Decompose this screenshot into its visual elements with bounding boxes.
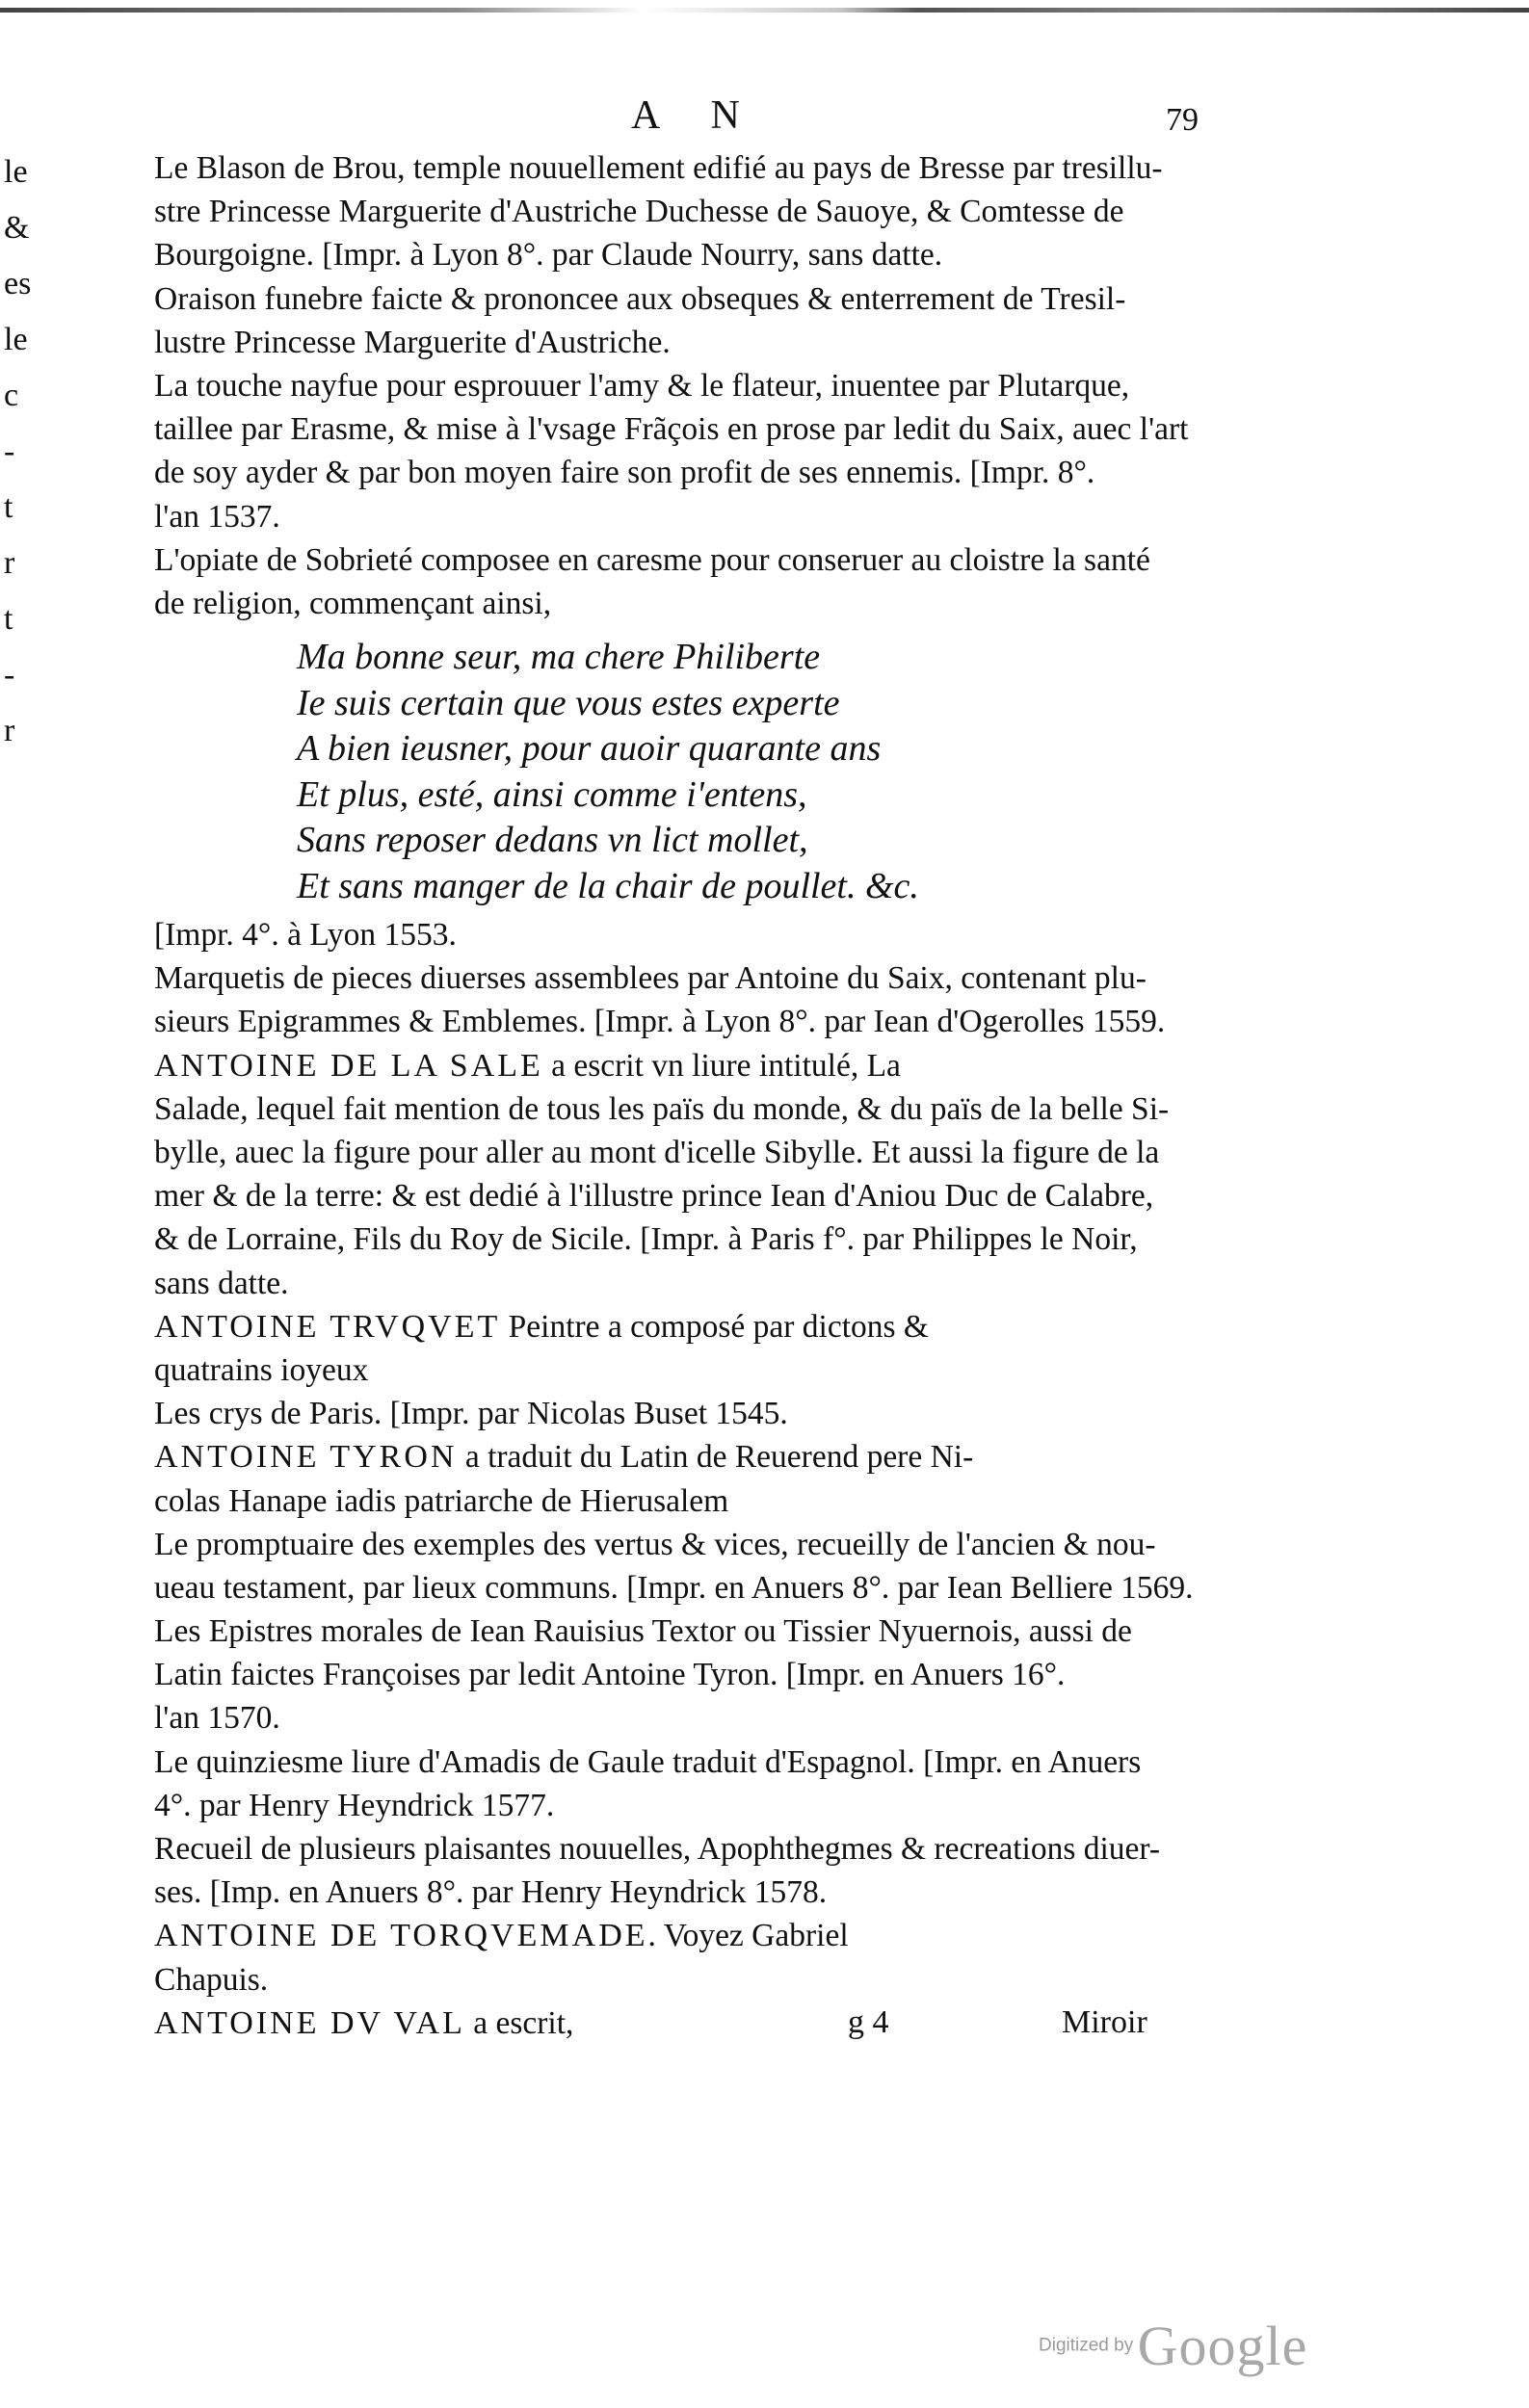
- text-line: Chapuis.: [154, 1961, 269, 1998]
- left-margin-fragments: [0, 144, 32, 759]
- text-line: Marquetis de pieces diuerses assemblees par Antoine du Saix, contenant plu-: [154, 960, 1147, 997]
- text-line: Le quinziesme liure d'Amadis de Gaule traduit d'Espagnol. [Impr. en Anuers: [154, 1743, 1142, 1780]
- text-line: Le promptuaire des exemples des vertus & vices, recueilly de l'ancien & nou-: [154, 1526, 1156, 1562]
- margin-fragment: r: [4, 713, 15, 748]
- poem-line: Ie suis certain que vous estes experte: [297, 682, 840, 723]
- entry-text: . Voyez Gabriel: [647, 1918, 849, 1954]
- text-line: Latin faictes Françoises par ledit Antoine Tyron. [Impr. en Anuers 16°.: [154, 1657, 1066, 1693]
- entry-text: a traduit du Latin de Reuerend pere Ni-: [457, 1439, 974, 1476]
- margin-fragment: t: [4, 489, 13, 525]
- poem-verse: [154, 625, 1195, 913]
- margin-fragment: le: [4, 154, 28, 190]
- catchword: Miroir: [1062, 2004, 1147, 2040]
- text-line: sans datte.: [154, 1265, 289, 1301]
- entry-text: a escrit vn liure intitulé, La: [542, 1047, 901, 1084]
- entry-text: a escrit,: [464, 2004, 574, 2041]
- margin-fragment: c: [4, 378, 19, 413]
- author-heading: ANTOINE DV VAL: [154, 2004, 465, 2041]
- text-line: ueau testament, par lieux communs. [Impr. en Anuers 8°. par Iean Belliere 1569.: [154, 1569, 1194, 1606]
- margin-fragment: r: [4, 545, 15, 581]
- entry-torquemade-first-line: [154, 1914, 1195, 1957]
- text-line: Salade, lequel fait mention de tous les païs du monde, & du païs de la belle Si-: [154, 1090, 1170, 1127]
- text-line: l'an 1537.: [154, 498, 280, 535]
- poem-line: Et plus, esté, ainsi comme i'entens,: [297, 773, 807, 815]
- author-heading: ANTOINE DE LA SALE: [154, 1047, 543, 1084]
- author-heading: ANTOINE TYRON: [154, 1439, 458, 1476]
- top-edge-rule: [0, 8, 1529, 13]
- text-line: Les Epistres morales de Iean Rauisius Textor ou Tissier Nyuernois, aussi de: [154, 1613, 1132, 1650]
- text-line: taillee par Erasme, & mise à l'vsage Frãçois en prose par ledit du Saix, auec l'art: [154, 411, 1189, 448]
- author-heading: ANTOINE DE TORQVEMADE: [154, 1918, 648, 1954]
- entry-tyron-first-line: [154, 1435, 1195, 1479]
- text-line: Les crys de Paris. [Impr. par Nicolas Buset 1545.: [154, 1396, 788, 1432]
- watermark-prefix: Digitized by: [1039, 2335, 1134, 2356]
- entry-text: Peintre a composé par dictons &: [500, 1308, 929, 1345]
- text-line: 4°. par Henry Heyndrick 1577.: [154, 1787, 555, 1823]
- text-line: quatrains ioyeux: [154, 1351, 369, 1388]
- page-number: 79: [1166, 102, 1199, 138]
- margin-fragment: -: [4, 433, 15, 469]
- entry-truquet-first-line: [154, 1305, 1195, 1348]
- entry-sale-first-line: [154, 1044, 1195, 1087]
- poem-line: Et sans manger de la chair de poullet. &c.: [297, 865, 919, 906]
- poem-line: Ma bonne seur, ma chere Philiberte: [297, 637, 821, 678]
- text-line: La touche nayfue pour esprouuer l'amy & le flateur, inuentee par Plutarque,: [154, 367, 1130, 404]
- text-line: Le Blason de Brou, temple nouuellement edifié au pays de Bresse par tresillu-: [154, 150, 1163, 186]
- text-line: sieurs Epigrammes & Emblemes. [Impr. à Lyon 8°. par Iean d'Ogerolles 1559.: [154, 1004, 1166, 1040]
- page-footer: [154, 2004, 1195, 2047]
- google-logo: Google: [1137, 2315, 1308, 2377]
- margin-fragment: -: [4, 657, 15, 693]
- margin-fragment: t: [4, 601, 13, 637]
- text-line: lustre Princesse Marguerite d'Austriche.: [154, 324, 671, 360]
- text-line: Recueil de plusieurs plaisantes nouuelles, Apophthegmes & recreations diuer-: [154, 1831, 1161, 1867]
- text-line: mer & de la terre: & est dedié à l'illustre prince Iean d'Aniou Duc de Calabre,: [154, 1178, 1154, 1215]
- margin-fragment: &: [4, 210, 30, 246]
- margin-fragment: es: [4, 266, 32, 301]
- text-line: Bourgoigne. [Impr. à Lyon 8°. par Claude Nourry, sans datte.: [154, 237, 943, 274]
- main-text: [154, 146, 1195, 2045]
- author-heading: ANTOINE TRVQVET: [154, 1308, 501, 1345]
- text-line: l'an 1570.: [154, 1700, 280, 1737]
- running-head: A N: [631, 93, 761, 138]
- text-line: [Impr. 4°. à Lyon 1553.: [154, 917, 457, 954]
- text-line: de religion, commençant ainsi,: [154, 585, 552, 621]
- text-line: Oraison funebre faicte & prononcee aux obseques & enterrement de Tresil-: [154, 280, 1126, 317]
- digitized-watermark: [1039, 2314, 1307, 2378]
- text-line: stre Princesse Marguerite d'Austriche Duchesse de Sauoye, & Comtesse de: [154, 194, 1124, 230]
- margin-fragment: le: [4, 322, 28, 357]
- text-line: colas Hanape iadis patriarche de Hierusalem: [154, 1482, 729, 1519]
- text-line: ses. [Imp. en Anuers 8°. par Henry Heyndrick 1578.: [154, 1874, 828, 1911]
- poem-line: A bien ieusner, pour auoir quarante ans: [297, 728, 882, 770]
- poem-line: Sans reposer dedans vn lict mollet,: [297, 820, 808, 861]
- text-line: L'opiate de Sobrieté composee en caresme pour conseruer au cloistre la santé: [154, 541, 1150, 578]
- text-line: bylle, auec la figure pour aller au mont d'icelle Sibylle. Et aussi la figure de la: [154, 1135, 1160, 1170]
- signature-mark: g 4: [848, 2004, 889, 2040]
- text-line: de soy ayder & par bon moyen faire son profit de ses ennemis. [Impr. 8°.: [154, 455, 1095, 491]
- text-line: & de Lorraine, Fils du Roy de Sicile. [Impr. à Paris f°. par Philippes le Noir,: [154, 1221, 1138, 1258]
